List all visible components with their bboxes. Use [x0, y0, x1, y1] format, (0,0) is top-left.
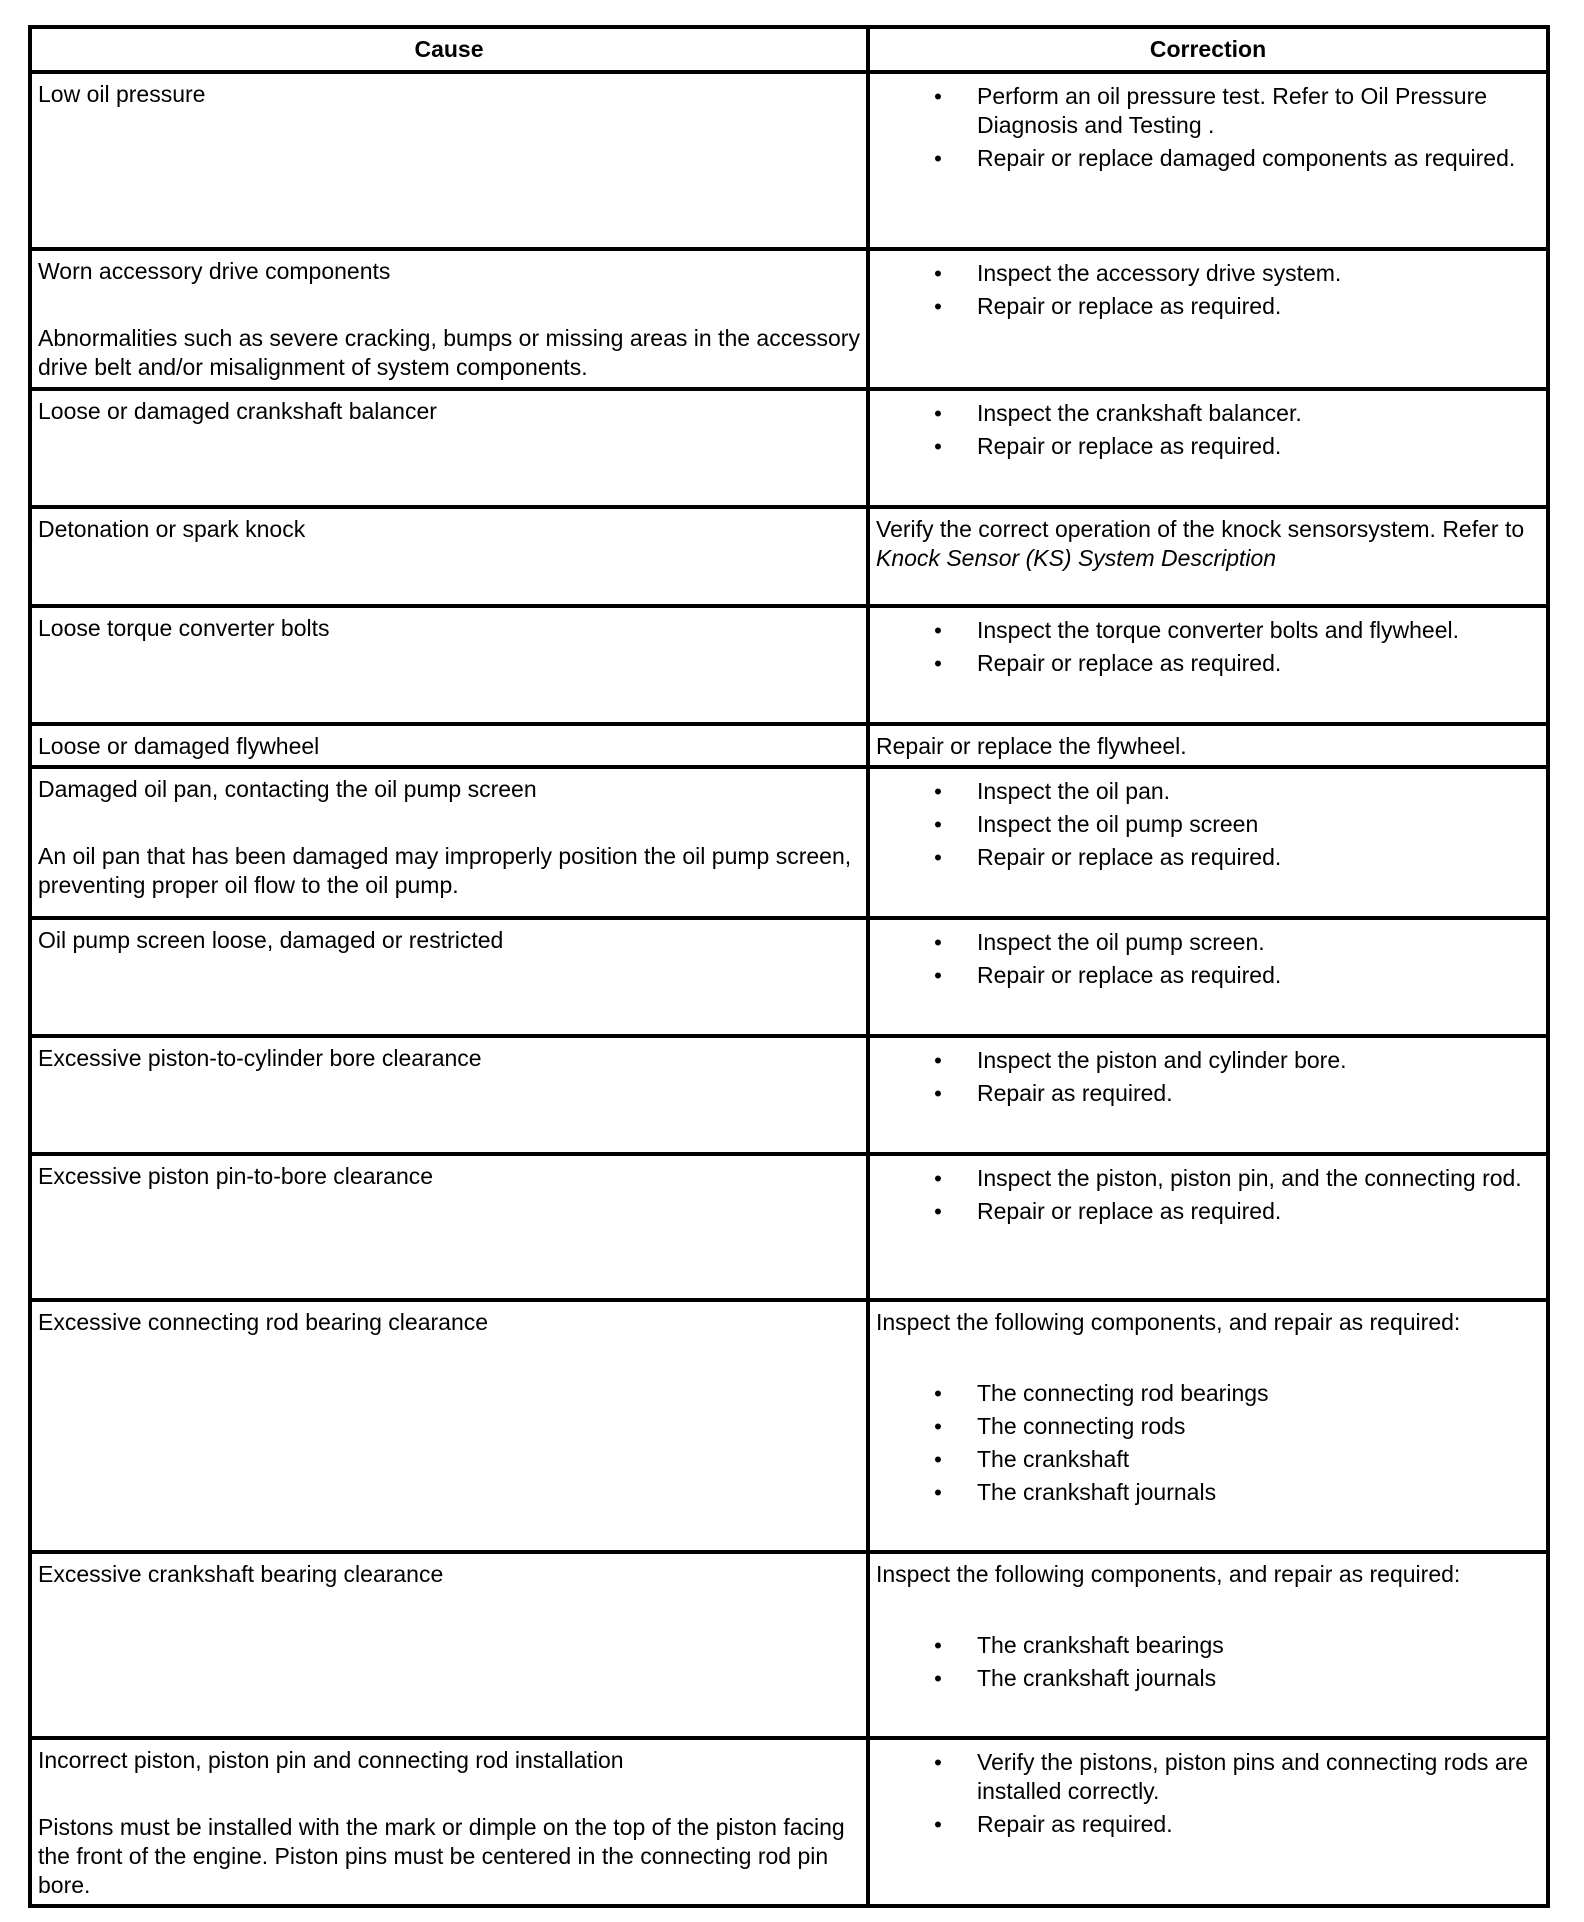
list-item-text: The connecting rods: [977, 1413, 1186, 1439]
cause-text: Low oil pressure: [38, 81, 206, 107]
list-item-text: Inspect the accessory drive system.: [977, 260, 1342, 286]
list-item-text: Repair or replace as required.: [977, 433, 1282, 459]
list-item-text: Repair or replace as required.: [977, 650, 1282, 676]
bullet-icon: •: [934, 146, 942, 171]
list-item-text: Repair or replace as required.: [977, 293, 1282, 319]
table-row: [30, 507, 1548, 606]
table-row: [30, 1552, 1548, 1738]
list-item: [876, 144, 1540, 173]
table-row: [30, 1154, 1548, 1300]
bullet-icon: •: [934, 779, 942, 804]
cause-cell: [30, 72, 868, 249]
list-item: [876, 1046, 1540, 1075]
cause-text: Loose or damaged crankshaft balancer: [38, 398, 437, 424]
correction-cell: [868, 918, 1548, 1036]
spacer: [876, 1337, 1540, 1379]
cause-cell: [30, 1738, 868, 1906]
list-item: [876, 82, 1540, 140]
cause-cell: [30, 249, 868, 389]
bullet-icon: •: [934, 1414, 942, 1439]
cause-cell: [30, 767, 868, 918]
list-item-text: Inspect the torque converter bolts and flywheel.: [977, 617, 1460, 643]
table-row: [30, 606, 1548, 724]
list-item: [876, 1079, 1540, 1108]
list-item-text: Repair as required.: [977, 1811, 1173, 1837]
correction-list: [876, 616, 1540, 678]
cause-cell: [30, 606, 868, 724]
list-item-text: The crankshaft journals: [977, 1665, 1217, 1691]
cause-text: Incorrect piston, piston pin and connecting rod installation: [38, 1747, 624, 1773]
list-item-text: Inspect the oil pan.: [977, 778, 1171, 804]
correction-list: [876, 82, 1540, 173]
correction-text: Inspect the following components, and repair as required:: [876, 1309, 1461, 1335]
correction-cell: [868, 767, 1548, 918]
list-item: [876, 1164, 1540, 1193]
bullet-icon: •: [934, 651, 942, 676]
list-item-text: Repair or replace as required.: [977, 1198, 1282, 1224]
list-item: [876, 928, 1540, 957]
correction-list: [876, 259, 1540, 321]
list-item: [876, 1412, 1540, 1441]
correction-list: [876, 777, 1540, 872]
bullet-icon: •: [934, 930, 942, 955]
list-item: [876, 1664, 1540, 1693]
correction-cell: [868, 1738, 1548, 1906]
bullet-icon: •: [934, 1480, 942, 1505]
cause-cell: [30, 1154, 868, 1300]
list-item-text: The crankshaft journals: [977, 1479, 1217, 1505]
header-row: [30, 27, 1548, 72]
bullet-icon: •: [934, 261, 942, 286]
header-correction: Correction: [868, 27, 1548, 72]
list-item: [876, 1197, 1540, 1226]
table-row: [30, 249, 1548, 389]
correction-list: [876, 1164, 1540, 1226]
cause-text: Detonation or spark knock: [38, 516, 306, 542]
correction-text: Repair or replace the flywheel.: [876, 733, 1187, 759]
correction-cell: [868, 249, 1548, 389]
list-item: [876, 777, 1540, 806]
bullet-icon: •: [934, 294, 942, 319]
list-item: [876, 961, 1540, 990]
cause-text: Excessive piston-to-cylinder bore clearance: [38, 1045, 482, 1071]
list-item: [876, 1478, 1540, 1507]
list-item: [876, 399, 1540, 428]
spacer: [876, 1589, 1540, 1631]
cause-text: Loose torque converter bolts: [38, 615, 330, 641]
list-item-text: Perform an oil pressure test. Refer to Oil Pressure Diagnosis and Testing .: [977, 83, 1488, 138]
cause-cell: [30, 918, 868, 1036]
list-item-text: Repair or replace damaged components as required.: [977, 145, 1516, 171]
correction-cell: [868, 724, 1548, 767]
cause-note: Pistons must be installed with the mark or dimple on the top of the piston facing the front of the engine. Piston pins must be centered in the connecting rod pin bore.: [38, 1814, 845, 1898]
cause-cell: [30, 1552, 868, 1738]
cause-text: Damaged oil pan, contacting the oil pump screen: [38, 776, 537, 802]
list-item: [876, 810, 1540, 839]
table-row: [30, 724, 1548, 767]
correction-list: [876, 1631, 1540, 1693]
list-item: [876, 843, 1540, 872]
correction-cell: [868, 1036, 1548, 1154]
bullet-icon: •: [934, 401, 942, 426]
list-item: [876, 1748, 1540, 1806]
cause-text: Worn accessory drive components: [38, 258, 391, 284]
bullet-icon: •: [934, 1447, 942, 1472]
bullet-icon: •: [934, 1166, 942, 1191]
cause-text: Excessive piston pin-to-bore clearance: [38, 1163, 434, 1189]
list-item: [876, 616, 1540, 645]
correction-list: [876, 1046, 1540, 1108]
list-item: [876, 259, 1540, 288]
list-item-text: Repair or replace as required.: [977, 962, 1282, 988]
cause-text: Oil pump screen loose, damaged or restricted: [38, 927, 504, 953]
header-cause: Cause: [30, 27, 868, 72]
bullet-icon: •: [934, 1081, 942, 1106]
cause-text: Excessive connecting rod bearing clearance: [38, 1309, 489, 1335]
cause-cell: [30, 1036, 868, 1154]
cause-text: Excessive crankshaft bearing clearance: [38, 1561, 444, 1587]
bullet-icon: •: [934, 963, 942, 988]
cause-cell: [30, 507, 868, 606]
list-item: [876, 432, 1540, 461]
list-item: [876, 1379, 1540, 1408]
list-item-text: Inspect the piston, piston pin, and the connecting rod.: [977, 1165, 1522, 1191]
list-item-text: The connecting rod bearings: [977, 1380, 1269, 1406]
correction-cell: [868, 1154, 1548, 1300]
list-item: [876, 649, 1540, 678]
table-row: [30, 1300, 1548, 1552]
correction-text: Inspect the following components, and repair as required:: [876, 1561, 1461, 1587]
correction-text: [876, 515, 1540, 573]
bullet-icon: •: [934, 1812, 942, 1837]
list-item-text: Verify the pistons, piston pins and connecting rods are installed correctly.: [977, 1749, 1529, 1804]
correction-cell: [868, 1300, 1548, 1552]
list-item-text: The crankshaft: [977, 1446, 1130, 1472]
cause-cell: [30, 1300, 868, 1552]
correction-cell: [868, 507, 1548, 606]
table-row: [30, 918, 1548, 1036]
table-body: [30, 72, 1548, 1906]
correction-list: [876, 1748, 1540, 1839]
list-item: [876, 292, 1540, 321]
bullet-icon: •: [934, 84, 942, 109]
table-row: [30, 1036, 1548, 1154]
bullet-icon: •: [934, 1633, 942, 1658]
correction-reference: Knock Sensor (KS) System Description: [876, 545, 1277, 571]
bullet-icon: •: [934, 845, 942, 870]
bullet-icon: •: [934, 1750, 942, 1775]
list-item: [876, 1810, 1540, 1839]
list-item-text: Repair or replace as required.: [977, 844, 1282, 870]
cause-note: Abnormalities such as severe cracking, bumps or missing areas in the accessory drive belt and/or misalignment of system components.: [38, 325, 860, 380]
bullet-icon: •: [934, 1199, 942, 1224]
cause-cell: [30, 724, 868, 767]
bullet-icon: •: [934, 1666, 942, 1691]
correction-list: [876, 928, 1540, 990]
list-item-text: Inspect the crankshaft balancer.: [977, 400, 1302, 426]
list-item-text: Inspect the piston and cylinder bore.: [977, 1047, 1347, 1073]
cause-text: Loose or damaged flywheel: [38, 733, 320, 759]
correction-cell: [868, 72, 1548, 249]
correction-cell: [868, 1552, 1548, 1738]
diagnosis-table: [28, 25, 1550, 1908]
bullet-icon: •: [934, 618, 942, 643]
table-row: [30, 1738, 1548, 1906]
bullet-icon: •: [934, 812, 942, 837]
list-item-text: Repair as required.: [977, 1080, 1173, 1106]
list-item-text: The crankshaft bearings: [977, 1632, 1224, 1658]
bullet-icon: •: [934, 1381, 942, 1406]
correction-list: [876, 399, 1540, 461]
bullet-icon: •: [934, 434, 942, 459]
list-item-text: Inspect the oil pump screen.: [977, 929, 1265, 955]
correction-list: [876, 1379, 1540, 1507]
cause-note: An oil pan that has been damaged may improperly position the oil pump screen, preventing proper oil flow to the oil pump.: [38, 843, 852, 898]
table-row: [30, 389, 1548, 507]
correction-cell: [868, 606, 1548, 724]
list-item-text: Inspect the oil pump screen: [977, 811, 1259, 837]
correction-cell: [868, 389, 1548, 507]
correction-plain-text: Verify the correct operation of the knock sensorsystem. Refer to: [876, 516, 1525, 542]
cause-cell: [30, 389, 868, 507]
list-item: [876, 1445, 1540, 1474]
bullet-icon: •: [934, 1048, 942, 1073]
table-row: [30, 72, 1548, 249]
table-row: [30, 767, 1548, 918]
list-item: [876, 1631, 1540, 1660]
